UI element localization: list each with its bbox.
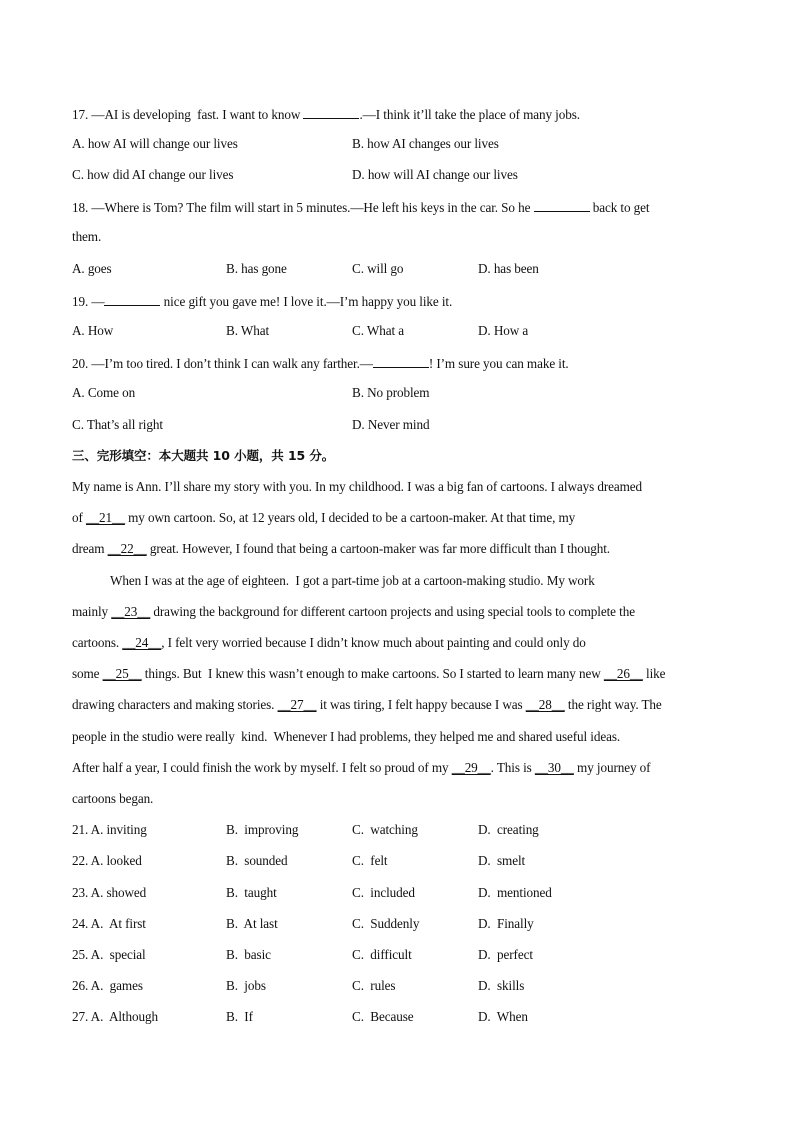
passage-text: of <box>72 510 86 525</box>
q22-option-b: B. sounded <box>226 853 288 868</box>
q17-option-a: A. how AI will change our lives <box>72 136 238 151</box>
question-20-stem <box>72 353 569 373</box>
passage-text: mainly <box>72 604 112 619</box>
passage-text: things. But I knew this wasn’t enough to make cartoons. So I started to learn many new <box>141 666 604 681</box>
q21-option-b: B. improving <box>226 822 299 837</box>
question-18-stem <box>72 197 650 217</box>
passage-line: cartoons began. <box>72 791 154 806</box>
q21-option-c: C. watching <box>352 822 418 837</box>
passage-text: the right way. The <box>564 697 662 712</box>
passage-text: . This is <box>490 760 535 775</box>
passage-text: cartoons. <box>72 635 123 650</box>
question-20-text: 20. —I’m too tired. I don’t think I can walk any farther.— <box>72 356 373 371</box>
blank-29: __29__ <box>451 760 491 775</box>
q26-option-a: 26. A. games <box>72 978 143 993</box>
blank-24: __24__ <box>122 635 162 650</box>
q22-option-c: C. felt <box>352 853 388 868</box>
passage-line <box>72 759 650 777</box>
passage-text: some <box>72 666 103 681</box>
question-19-text: 19. — <box>72 294 105 309</box>
answer-blank <box>104 291 160 306</box>
answer-blank <box>534 197 590 212</box>
passage-text: great. However, I found that being a cartoon-maker was far more difficult than I thought. <box>146 541 610 556</box>
passage-line <box>72 509 575 527</box>
answer-blank <box>373 353 429 368</box>
q21-option-d: D. creating <box>478 822 539 837</box>
q26-option-d: D. skills <box>478 978 525 993</box>
answer-blank <box>303 104 359 119</box>
q20-option-a: A. Come on <box>72 385 136 400</box>
q18-option-a: A. goes <box>72 261 112 276</box>
q27-option-a: 27. A. Although <box>72 1009 158 1024</box>
blank-28: __28__ <box>525 697 565 712</box>
q23-option-c: C. included <box>352 885 415 900</box>
question-17-text: 17. —AI is developing fast. I want to know <box>72 107 304 122</box>
q23-option-d: D. mentioned <box>478 885 552 900</box>
blank-26: __26__ <box>603 666 643 681</box>
passage-line: My name is Ann. I’ll share my story with you. In my childhood. I was a big fan of cartoons. I always dreamed <box>72 479 643 494</box>
question-17-stem <box>72 104 580 124</box>
q24-option-c: C. Suddenly <box>352 916 420 931</box>
q17-option-c: C. how did AI change our lives <box>72 167 234 182</box>
blank-30: __30__ <box>534 760 574 775</box>
passage-line: people in the studio were really kind. Whenever I had problems, they helped me and shared useful ideas. <box>72 729 621 744</box>
passage-line: When I was at the age of eighteen. I got a part-time job at a cartoon-making studio. My work <box>110 573 595 588</box>
q19-option-b: B. What <box>226 323 270 338</box>
q19-option-d: D. How a <box>478 323 529 338</box>
passage-text: drawing characters and making stories. <box>72 697 278 712</box>
question-17-text-end: .—I think it’ll take the place of many jobs. <box>359 107 580 122</box>
q24-option-d: D. Finally <box>478 916 534 931</box>
blank-27: __27__ <box>277 697 317 712</box>
q27-option-d: D. When <box>478 1009 528 1024</box>
q21-option-a: 21. A. inviting <box>72 822 147 837</box>
q23-option-b: B. taught <box>226 885 277 900</box>
blank-21: __21__ <box>85 510 125 525</box>
q23-option-a: 23. A. showed <box>72 885 147 900</box>
passage-text: my own cartoon. So, at 12 years old, I decided to be a cartoon-maker. At that time, my <box>124 510 576 525</box>
passage-text: drawing the background for different cartoon projects and using special tools to complete the <box>150 604 635 619</box>
passage-line <box>72 665 665 683</box>
q17-option-b: B. how AI changes our lives <box>352 136 499 151</box>
passage-text: dream <box>72 541 108 556</box>
q19-option-a: A. How <box>72 323 114 338</box>
passage-text: After half a year, I could finish the work by myself. I felt so proud of my <box>72 760 452 775</box>
passage-text: like <box>642 666 666 681</box>
q27-option-c: C. Because <box>352 1009 414 1024</box>
question-18-text-end: back to get <box>589 200 650 215</box>
section-heading: 三、完形填空：本大题共 10 小题，共 15 分。 <box>72 448 335 463</box>
blank-23: __23__ <box>111 604 151 619</box>
q26-option-c: C. rules <box>352 978 396 993</box>
q20-option-c: C. That’s all right <box>72 417 163 432</box>
passage-line <box>72 634 586 652</box>
q18-option-c: C. will go <box>352 261 404 276</box>
q25-option-a: 25. A. special <box>72 947 146 962</box>
question-19-text-end: nice gift you gave me! I love it.—I’m happy you like it. <box>160 294 453 309</box>
blank-22: __22__ <box>107 541 147 556</box>
passage-line <box>72 696 662 714</box>
q19-option-c: C. What a <box>352 323 404 338</box>
q18-option-d: D. has been <box>478 261 539 276</box>
q25-option-c: C. difficult <box>352 947 412 962</box>
passage-line <box>72 603 635 621</box>
q22-option-a: 22. A. looked <box>72 853 142 868</box>
blank-25: __25__ <box>102 666 142 681</box>
passage-text: it was tiring, I felt happy because I was <box>316 697 526 712</box>
question-18-text: 18. —Where is Tom? The film will start in 5 minutes.—He left his keys in the car. So he <box>72 200 534 215</box>
q25-option-d: D. perfect <box>478 947 533 962</box>
q26-option-b: B. jobs <box>226 978 266 993</box>
q27-option-b: B. If <box>226 1009 253 1024</box>
q24-option-b: B. At last <box>226 916 278 931</box>
q24-option-a: 24. A. At first <box>72 916 146 931</box>
q18-option-b: B. has gone <box>226 261 287 276</box>
question-20-text-end: ! I’m sure you can make it. <box>428 356 569 371</box>
q25-option-b: B. basic <box>226 947 271 962</box>
q22-option-d: D. smelt <box>478 853 526 868</box>
q17-option-d: D. how will AI change our lives <box>352 167 518 182</box>
question-18-stem-cont: them. <box>72 229 102 244</box>
q20-option-d: D. Never mind <box>352 417 430 432</box>
passage-line <box>72 540 610 558</box>
question-19-stem <box>72 291 452 311</box>
q20-option-b: B. No problem <box>352 385 430 400</box>
passage-text: , I felt very worried because I didn’t know much about painting and could only do <box>161 635 586 650</box>
passage-text: my journey of <box>573 760 651 775</box>
